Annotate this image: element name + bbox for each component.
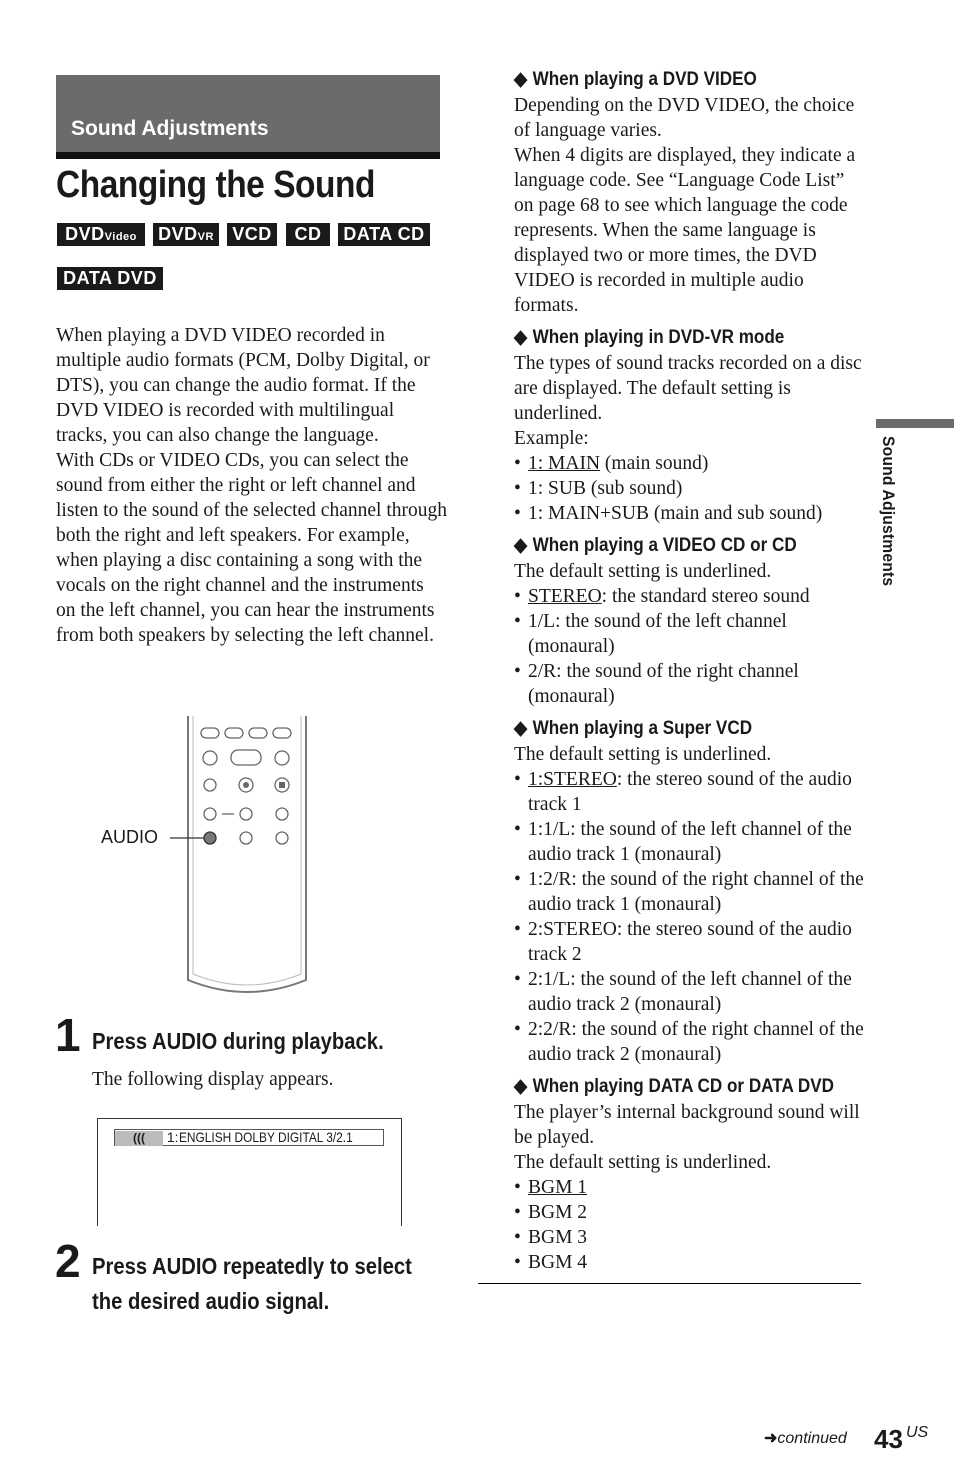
diamond-icon: ◆ (514, 535, 528, 556)
badge-dvd-vr (153, 223, 219, 246)
data-disc-paragraph-1: The player’s internal background sound will be played. (514, 1102, 860, 1148)
data-disc-paragraph-2: The default setting is underlined. (514, 1152, 772, 1173)
dvd-video-paragraph-2: When 4 digits are displayed, they indicate a language code. See “Language Code List” on page 68 to see which language the code represents. When the same language is displayed two or more times, the DVD VIDEO is recorded in multiple audio formats. (514, 145, 856, 316)
page-region-suffix: US (906, 1424, 929, 1441)
list-item-text: 1: SUB (sub sound) (528, 478, 683, 499)
default-setting-underlined: 1: MAIN (528, 453, 601, 474)
vcd-cd-heading (514, 533, 829, 557)
list-item-text: : the stereo sound of the audio track 1 (528, 769, 852, 815)
osd-display (97, 1118, 402, 1226)
badge-dvd-vr-sub: VR (197, 231, 214, 243)
dvd-vr-list (514, 451, 864, 526)
section-header (56, 75, 440, 152)
default-setting-underlined: STEREO (528, 586, 602, 607)
audio-callout-label: AUDIO (101, 827, 159, 847)
list-item (514, 967, 864, 1017)
badge-data-dvd: DATA DVD (57, 267, 163, 290)
svcd-paragraph: The default setting is underlined. (514, 744, 772, 765)
list-item-text: 2:STEREO: the stereo sound of the audio track 2 (528, 919, 852, 965)
list-item-text: : the standard stereo sound (601, 586, 810, 607)
data-disc-heading (514, 1074, 835, 1098)
diamond-icon: ◆ (514, 1076, 528, 1097)
list-item (514, 659, 864, 709)
osd-track-number: 1: (166, 1129, 179, 1145)
svcd-heading (514, 716, 829, 740)
list-item-text: (main sound) (600, 453, 709, 474)
section-label: Sound Adjustments (71, 117, 269, 140)
list-item (514, 767, 864, 817)
list-item (514, 1250, 864, 1275)
list-item (514, 1175, 864, 1200)
list-item (514, 451, 864, 476)
list-item-text: 1/L: the sound of the left channel (monaural) (528, 611, 787, 657)
dvd-video-heading (514, 67, 829, 91)
list-item (514, 1017, 864, 1067)
step-1-body: The following display appears. (92, 1069, 334, 1090)
audio-track-icon: ((( (115, 1131, 163, 1146)
diamond-icon: ◆ (514, 327, 528, 348)
intro-text (56, 323, 448, 648)
default-setting-underlined: 1:STEREO (528, 769, 617, 790)
section-divider (56, 152, 440, 159)
list-item (514, 917, 864, 967)
vcd-cd-paragraph: The default setting is underlined. (514, 561, 772, 582)
badge-vcd: VCD (227, 223, 277, 246)
intro-paragraph-1: When playing a DVD VIDEO recorded in multiple audio formats (PCM, Dolby Digital, or DTS), you can change the audio format. If the DVD VIDEO is recorded with multilingual tracks, you can also change the language. (56, 325, 430, 446)
list-item-text: 2:1/L: the sound of the left channel of the audio track 2 (monaural) (528, 969, 852, 1015)
badge-dvd-video-main: DVD (65, 224, 105, 244)
side-tab-marker (876, 419, 954, 428)
page-title: Changing the Sound (56, 164, 376, 206)
list-item-text: 2:2/R: the sound of the right channel of the audio track 2 (monaural) (528, 1019, 864, 1065)
page-number: 43 (874, 1424, 903, 1454)
dvd-vr-paragraph: The types of sound tracks recorded on a disc are displayed. The default setting is underlined. (514, 353, 862, 424)
dvd-vr-heading (514, 325, 829, 349)
dvd-vr-example: Example: (514, 428, 589, 449)
diamond-icon: ◆ (514, 69, 528, 90)
list-item-text: BGM 4 (528, 1252, 588, 1273)
svcd-list (514, 767, 864, 1067)
default-setting-underlined: BGM 1 (528, 1177, 588, 1198)
list-item-text: BGM 3 (528, 1227, 588, 1248)
osd-track-info: ENGLISH DOLBY DIGITAL 3/2.1 (178, 1129, 353, 1145)
dvd-vr-heading-text: When playing in DVD-VR mode (532, 327, 785, 348)
data-disc-heading-text: When playing DATA CD or DATA DVD (532, 1076, 835, 1097)
dvd-video-paragraph-1: Depending on the DVD VIDEO, the choice of language varies. (514, 95, 855, 141)
dvd-video-heading-text: When playing a DVD VIDEO (532, 69, 757, 90)
data-disc-list (514, 1175, 864, 1275)
list-item (514, 867, 864, 917)
vcd-cd-heading-text: When playing a VIDEO CD or CD (532, 535, 797, 556)
column-end-rule (478, 1283, 861, 1284)
step-2-title (92, 1249, 412, 1319)
list-item (514, 1200, 864, 1225)
step-2-number: 2 (55, 1235, 81, 1287)
continued-note (764, 1428, 847, 1448)
badge-cd: CD (286, 223, 330, 246)
list-item (514, 609, 864, 659)
list-item-text: 1: MAIN+SUB (main and sub sound) (528, 503, 823, 524)
badge-data-cd: DATA CD (338, 223, 430, 246)
svcd-heading-text: When playing a Super VCD (532, 718, 753, 739)
step-1-number: 1 (55, 1009, 81, 1061)
intro-paragraph-2: With CDs or VIDEO CDs, you can select the sound from either the right or left channel and listen to the sound of the selected channel through both the right and left speakers. For example, when playing a disc containing a song with the vocals on the right channel and the instruments on the left channel, you can hear the instruments from both speakers by selecting the left channel. (56, 450, 447, 646)
step-2-title-line-2: the desired audio signal. (92, 1288, 330, 1314)
continued-text: continued (777, 1430, 847, 1447)
remote-control-illustration (90, 712, 320, 997)
badge-dvd-vr-main: DVD (158, 224, 198, 244)
list-item (514, 476, 864, 501)
audio-button-marker (204, 832, 216, 844)
list-item-text: 2/R: the sound of the right channel (monaural) (528, 661, 799, 707)
side-tab-label: Sound Adjustments (879, 436, 898, 587)
badge-dvd-video (57, 223, 145, 246)
arrow-right-icon: ➜ (764, 1430, 778, 1447)
step-2-title-line-1: Press AUDIO repeatedly to select (92, 1253, 412, 1279)
diamond-icon: ◆ (514, 718, 528, 739)
list-item-text: BGM 2 (528, 1202, 588, 1223)
right-column (514, 60, 864, 1275)
list-item (514, 501, 864, 526)
list-item (514, 584, 864, 609)
list-item (514, 817, 864, 867)
step-1-title: Press AUDIO during playback. (92, 1028, 384, 1054)
list-item (514, 1225, 864, 1250)
list-item-text: 1:2/R: the sound of the right channel of the audio track 1 (monaural) (528, 869, 864, 915)
badge-dvd-video-sub: Video (104, 231, 137, 243)
vcd-cd-list (514, 584, 864, 709)
osd-audio-bar (114, 1129, 384, 1146)
list-item-text: 1:1/L: the sound of the left channel of the audio track 1 (monaural) (528, 819, 852, 865)
